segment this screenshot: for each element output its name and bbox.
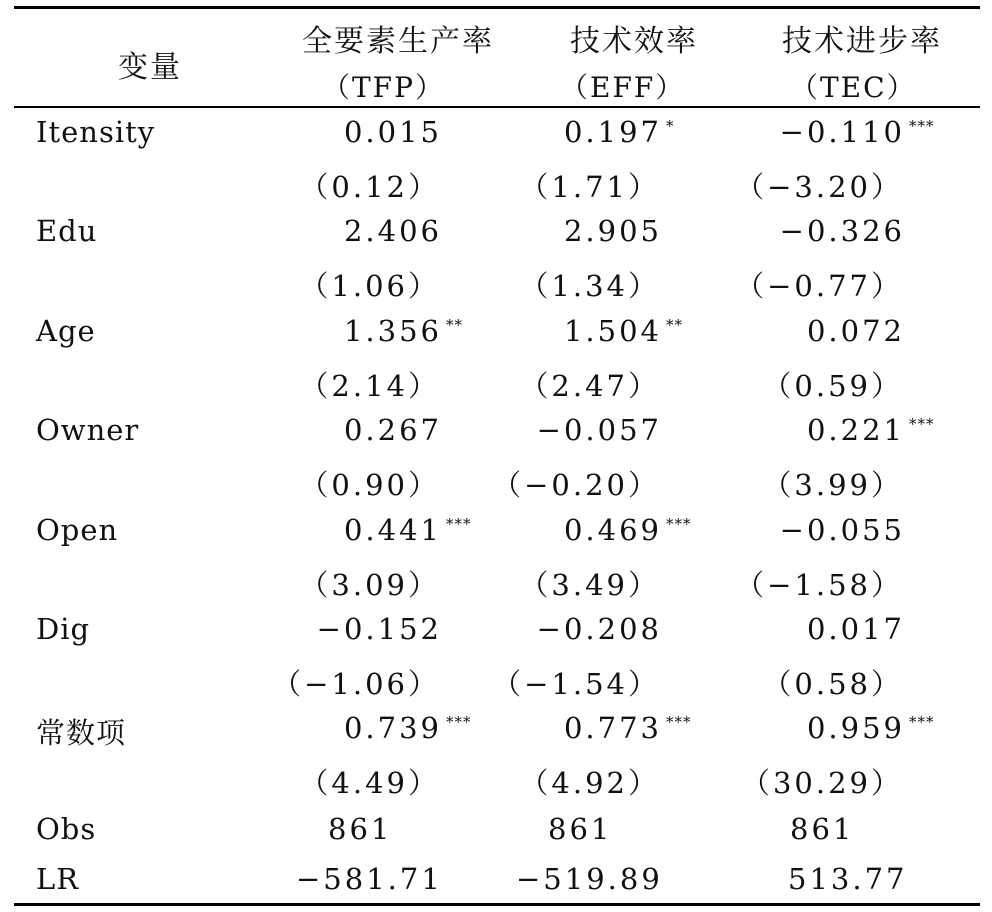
t-stat: （−0.20） [492, 468, 660, 502]
row-label: Itensity [36, 115, 156, 149]
t-stat: （0.59） [762, 369, 903, 403]
coef-value: −0.110 [779, 115, 905, 149]
bottom-rule [14, 903, 980, 906]
top-rule [14, 6, 980, 9]
coef-value: 0.469 [563, 513, 662, 547]
coef-value: 0.267 [343, 413, 442, 447]
t-stat: （2.47） [519, 369, 660, 403]
coef-value: 0.017 [806, 612, 905, 646]
coef-value: 0.197 [563, 115, 662, 149]
t-stat: （2.14） [299, 369, 440, 403]
t-stat: （0.58） [762, 667, 903, 701]
significance-stars: *** [909, 117, 935, 135]
t-stat: （−1.06） [272, 667, 440, 701]
t-stat: （30.29） [740, 766, 903, 800]
header-tec-name: 技术进步率 [782, 24, 942, 59]
header-tfp-name: 全要素生产率 [302, 24, 494, 59]
coef-value: −0.208 [536, 612, 662, 646]
coef-value: 0.441 [343, 513, 442, 547]
coef-value: 0.015 [343, 115, 442, 149]
footer-value: 861 [548, 812, 613, 846]
t-stat: （−3.20） [735, 170, 903, 204]
header-variable: 变量 [118, 50, 182, 85]
t-stat: （−1.54） [492, 667, 660, 701]
t-stat: （0.90） [299, 468, 440, 502]
t-stat: （0.12） [299, 170, 440, 204]
t-stat: （1.06） [299, 269, 440, 303]
row-label: Dig [36, 612, 91, 646]
coef-value: −0.326 [779, 214, 905, 248]
coef-value: 0.221 [806, 413, 905, 447]
row-label: Age [36, 314, 96, 348]
header-rule [14, 106, 980, 108]
t-stat: （4.92） [519, 766, 660, 800]
significance-stars: *** [446, 515, 472, 533]
significance-stars: ** [666, 316, 683, 334]
header-eff-abbr: （EFF） [560, 71, 686, 104]
coef-value: 2.406 [343, 214, 442, 248]
row-label: 常数项 [36, 716, 127, 750]
coef-value: −0.152 [316, 612, 442, 646]
footer-value: 861 [790, 812, 855, 846]
t-stat: （3.09） [299, 568, 440, 602]
t-stat: （4.49） [299, 766, 440, 800]
significance-stars: *** [909, 713, 935, 731]
coef-value: 1.356 [343, 314, 442, 348]
significance-stars: *** [909, 415, 935, 433]
footer-value: 513.77 [788, 862, 908, 896]
t-stat: （3.99） [762, 468, 903, 502]
row-label: Open [36, 513, 119, 547]
coef-value: 0.773 [563, 711, 662, 745]
coef-value: 2.905 [563, 214, 662, 248]
coef-value: −0.057 [536, 413, 662, 447]
coef-value: 1.504 [563, 314, 662, 348]
footer-value: 861 [328, 812, 393, 846]
footer-value: −581.71 [296, 862, 443, 896]
row-label: Owner [36, 413, 140, 447]
coef-value: 0.739 [343, 711, 442, 745]
significance-stars: *** [666, 515, 692, 533]
significance-stars: * [666, 117, 675, 135]
header-tec-abbr: （TEC） [790, 71, 917, 104]
t-stat: （1.71） [519, 170, 660, 204]
coef-value: −0.055 [779, 513, 905, 547]
significance-stars: ** [446, 316, 463, 334]
t-stat: （−0.77） [735, 269, 903, 303]
coef-value: 0.072 [806, 314, 905, 348]
footer-label: LR [36, 862, 80, 896]
footer-label: Obs [36, 812, 97, 846]
header-eff-name: 技术效率 [570, 24, 698, 59]
t-stat: （3.49） [519, 568, 660, 602]
significance-stars: *** [446, 713, 472, 731]
coef-value: 0.959 [806, 711, 905, 745]
t-stat: （1.34） [519, 269, 660, 303]
t-stat: （−1.58） [735, 568, 903, 602]
significance-stars: *** [666, 713, 692, 731]
footer-value: −519.89 [516, 862, 663, 896]
header-tfp-abbr: （TFP） [322, 71, 445, 104]
row-label: Edu [36, 214, 98, 248]
